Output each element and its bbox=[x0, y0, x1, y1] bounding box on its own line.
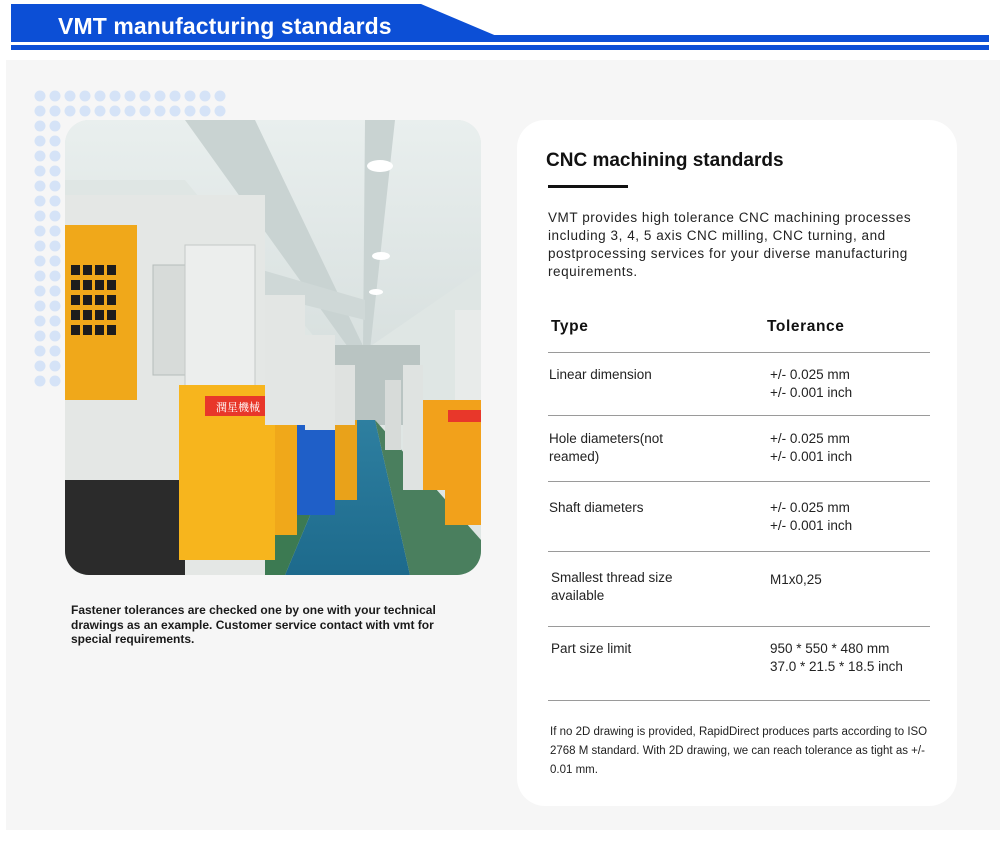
decor-dot bbox=[200, 106, 211, 117]
decor-dot bbox=[50, 91, 61, 102]
decor-dot bbox=[140, 106, 151, 117]
row-limit-part-size-mm: 950 * 550 * 480 mm bbox=[770, 641, 890, 656]
row-type-linear: Linear dimension bbox=[549, 367, 652, 382]
title-underline bbox=[548, 185, 628, 188]
decor-dot bbox=[35, 331, 46, 342]
card-footnote: If no 2D drawing is provided, RapidDirect produces parts according to ISO 2768 M standard. With 2D drawing, we can reach tolerance as tight as +/- 0.01 mm. bbox=[550, 726, 928, 776]
decor-dot bbox=[35, 271, 46, 282]
factory-illustration bbox=[65, 120, 481, 575]
decor-dot bbox=[35, 301, 46, 312]
column-header-type: Type bbox=[551, 318, 589, 335]
decor-dot bbox=[215, 106, 226, 117]
decor-dot bbox=[35, 286, 46, 297]
decor-dot bbox=[170, 106, 181, 117]
table-divider bbox=[548, 352, 930, 353]
table-divider bbox=[548, 551, 930, 552]
decor-dot bbox=[170, 91, 181, 102]
decor-dot bbox=[200, 91, 211, 102]
row-tolerance-linear-inch: +/- 0.001 inch bbox=[770, 385, 853, 400]
decor-dot bbox=[35, 361, 46, 372]
table-divider bbox=[548, 481, 930, 482]
decor-dot bbox=[185, 106, 196, 117]
table-divider bbox=[548, 415, 930, 416]
row-limit-part-size-inch: 37.0 * 21.5 * 18.5 inch bbox=[770, 659, 903, 674]
decor-dot bbox=[35, 211, 46, 222]
column-header-tolerance: Tolerance bbox=[767, 318, 845, 335]
row-type-hole: Hole diameters(not reamed) bbox=[549, 431, 664, 464]
decor-dot bbox=[35, 136, 46, 147]
decor-dot bbox=[50, 151, 61, 162]
cabinet-sign-text: 潤星機械 bbox=[216, 401, 260, 414]
decor-dot bbox=[65, 91, 76, 102]
row-tolerance-shaft-mm: +/- 0.025 mm bbox=[770, 500, 850, 515]
decor-dot bbox=[50, 106, 61, 117]
page-title: VMT manufacturing standards bbox=[58, 13, 392, 39]
decor-dot bbox=[110, 91, 121, 102]
decor-dot bbox=[35, 181, 46, 192]
photo-caption: Fastener tolerances are checked one by one with your technical drawings as an example. Customer service contact with vmt for special requirements. bbox=[71, 603, 436, 646]
decor-dot bbox=[35, 346, 46, 357]
decor-dot bbox=[215, 91, 226, 102]
decor-dot bbox=[35, 241, 46, 252]
decor-dot bbox=[35, 226, 46, 237]
decor-dot bbox=[65, 106, 76, 117]
header-banner bbox=[11, 4, 989, 50]
decor-dot bbox=[50, 331, 61, 342]
decor-dot bbox=[50, 166, 61, 177]
decor-dot bbox=[50, 241, 61, 252]
decor-dot bbox=[50, 316, 61, 327]
decor-dot bbox=[35, 316, 46, 327]
decor-dot bbox=[50, 346, 61, 357]
decor-dot bbox=[50, 136, 61, 147]
decor-dot bbox=[80, 106, 91, 117]
decor-dot bbox=[35, 376, 46, 387]
standards-card bbox=[517, 120, 957, 806]
content-panel bbox=[6, 60, 1000, 830]
card-intro: VMT provides high tolerance CNC machining processes including 3, 4, 5 axis CNC milling, CNC turning, and postprocessing services for your diverse manufacturing requirements. bbox=[548, 210, 912, 279]
row-tolerance-hole-mm: +/- 0.025 mm bbox=[770, 431, 850, 446]
decor-dot bbox=[35, 106, 46, 117]
decor-dot bbox=[50, 376, 61, 387]
row-tolerance-thread: M1x0,25 bbox=[770, 572, 822, 587]
decor-dot bbox=[50, 271, 61, 282]
decor-dot bbox=[50, 256, 61, 267]
decor-dot bbox=[125, 91, 136, 102]
row-tolerance-linear-mm: +/- 0.025 mm bbox=[770, 367, 850, 382]
decor-dot bbox=[155, 91, 166, 102]
decor-dot bbox=[50, 211, 61, 222]
decor-dot bbox=[140, 91, 151, 102]
decor-dot bbox=[110, 106, 121, 117]
decor-dot bbox=[50, 196, 61, 207]
decor-dot bbox=[35, 256, 46, 267]
decor-dot bbox=[125, 106, 136, 117]
row-type-part-size: Part size limit bbox=[551, 641, 632, 656]
decor-dot bbox=[50, 226, 61, 237]
card-title: CNC machining standards bbox=[546, 150, 784, 171]
decor-dot bbox=[35, 166, 46, 177]
decor-dot bbox=[185, 91, 196, 102]
decor-dot bbox=[35, 121, 46, 132]
row-tolerance-shaft-inch: +/- 0.001 inch bbox=[770, 518, 853, 533]
decor-dot bbox=[95, 91, 106, 102]
table-divider bbox=[548, 626, 930, 627]
decor-dot bbox=[50, 286, 61, 297]
decor-dot bbox=[50, 181, 61, 192]
decor-dot bbox=[35, 196, 46, 207]
decor-dot bbox=[35, 91, 46, 102]
decor-dot bbox=[80, 91, 91, 102]
decor-dot bbox=[95, 106, 106, 117]
decor-dot bbox=[155, 106, 166, 117]
row-tolerance-hole-inch: +/- 0.001 inch bbox=[770, 449, 853, 464]
decor-dot bbox=[35, 151, 46, 162]
decor-dot bbox=[50, 121, 61, 132]
table-divider bbox=[548, 700, 930, 701]
row-type-shaft: Shaft diameters bbox=[549, 500, 644, 515]
row-type-thread: Smallest thread size available bbox=[551, 570, 673, 603]
factory-photo bbox=[65, 120, 481, 575]
decor-dot bbox=[50, 361, 61, 372]
decor-dot bbox=[50, 301, 61, 312]
